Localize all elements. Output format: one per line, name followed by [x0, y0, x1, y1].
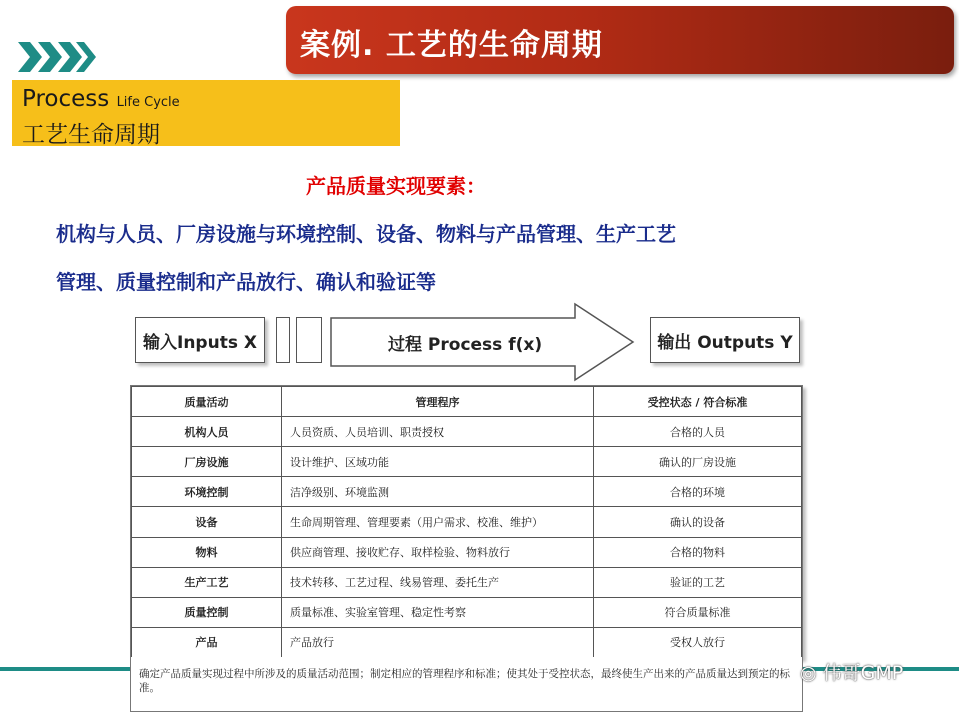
cell-activity: 生产工艺 — [132, 567, 282, 597]
cell-procedure: 技术转移、工艺过程、线易管理、委托生产 — [282, 567, 594, 597]
cell-procedure: 供应商管理、接收贮存、取样检验、物料放行 — [282, 537, 594, 567]
watermark-text: 伟哥GMP — [822, 662, 904, 684]
elements-heading: 产品质量实现要素： — [306, 174, 486, 198]
header-activity: 质量活动 — [132, 387, 282, 417]
quality-activity-table — [130, 385, 803, 659]
input-box — [135, 317, 265, 363]
wechat-icon: ◎ — [800, 662, 817, 684]
cell-status: 合格的物料 — [594, 537, 802, 567]
cell-procedure: 产品放行 — [282, 627, 594, 657]
header-status: 受控状态 / 符合标准 — [594, 387, 802, 417]
table-row — [132, 417, 802, 447]
bar-left — [276, 317, 290, 363]
summary-note: 确定产品质量实现过程中所涉及的质量活动范围；制定相应的管理程序和标准；使其处于受控状态，最终使生产出来的产品质量达到预定的标准。 — [130, 657, 803, 712]
table-row — [132, 627, 802, 657]
cell-status: 确认的设备 — [594, 507, 802, 537]
header-procedure: 管理程序 — [282, 387, 594, 417]
input-label: 输入Inputs X — [143, 332, 257, 353]
table-row — [132, 567, 802, 597]
process-label: 过程 Process f(x) — [388, 335, 543, 355]
cell-status: 合格的环境 — [594, 477, 802, 507]
cell-activity: 质量控制 — [132, 597, 282, 627]
cell-status: 确认的厂房设施 — [594, 447, 802, 477]
table-row — [132, 447, 802, 477]
table-row — [132, 597, 802, 627]
table-row — [132, 507, 802, 537]
cell-procedure: 人员资质、人员培训、职责授权 — [282, 417, 594, 447]
cell-status: 验证的工艺 — [594, 567, 802, 597]
table-header-row — [132, 387, 802, 417]
cell-activity: 机构人员 — [132, 417, 282, 447]
table-row — [132, 477, 802, 507]
cell-status: 符合质量标准 — [594, 597, 802, 627]
chevron-arrows-icon — [18, 42, 98, 72]
cell-activity: 设备 — [132, 507, 282, 537]
elements-line-1: 机构与人员、厂房设施与环境控制、设备、物料与产品管理、生产工艺 — [56, 222, 676, 246]
label-en-sub: Life Cycle — [116, 95, 180, 110]
cell-procedure: 质量标准、实验室管理、稳定性考察 — [282, 597, 594, 627]
section-label-en — [22, 86, 180, 112]
section-label-cn: 工艺生命周期 — [22, 122, 160, 148]
cell-activity: 物料 — [132, 537, 282, 567]
cell-status: 合格的人员 — [594, 417, 802, 447]
cell-status: 受权人放行 — [594, 627, 802, 657]
watermark — [800, 658, 903, 685]
cell-procedure: 设计维护、区域功能 — [282, 447, 594, 477]
cell-activity: 产品 — [132, 627, 282, 657]
cell-procedure: 洁净级别、环境监测 — [282, 477, 594, 507]
cell-procedure: 生命周期管理、管理要素（用户需求、校准、维护） — [282, 507, 594, 537]
table-row — [132, 537, 802, 567]
bottom-rule-left — [0, 667, 130, 671]
output-box — [650, 317, 800, 363]
slide-title: 案例. 工艺的生命周期 — [300, 28, 603, 63]
cell-activity: 厂房设施 — [132, 447, 282, 477]
elements-line-2: 管理、质量控制和产品放行、确认和验证等 — [56, 270, 436, 294]
bar-right — [296, 317, 322, 363]
label-en-main: Process — [22, 86, 110, 112]
output-label: 输出 Outputs Y — [657, 332, 793, 353]
cell-activity: 环境控制 — [132, 477, 282, 507]
